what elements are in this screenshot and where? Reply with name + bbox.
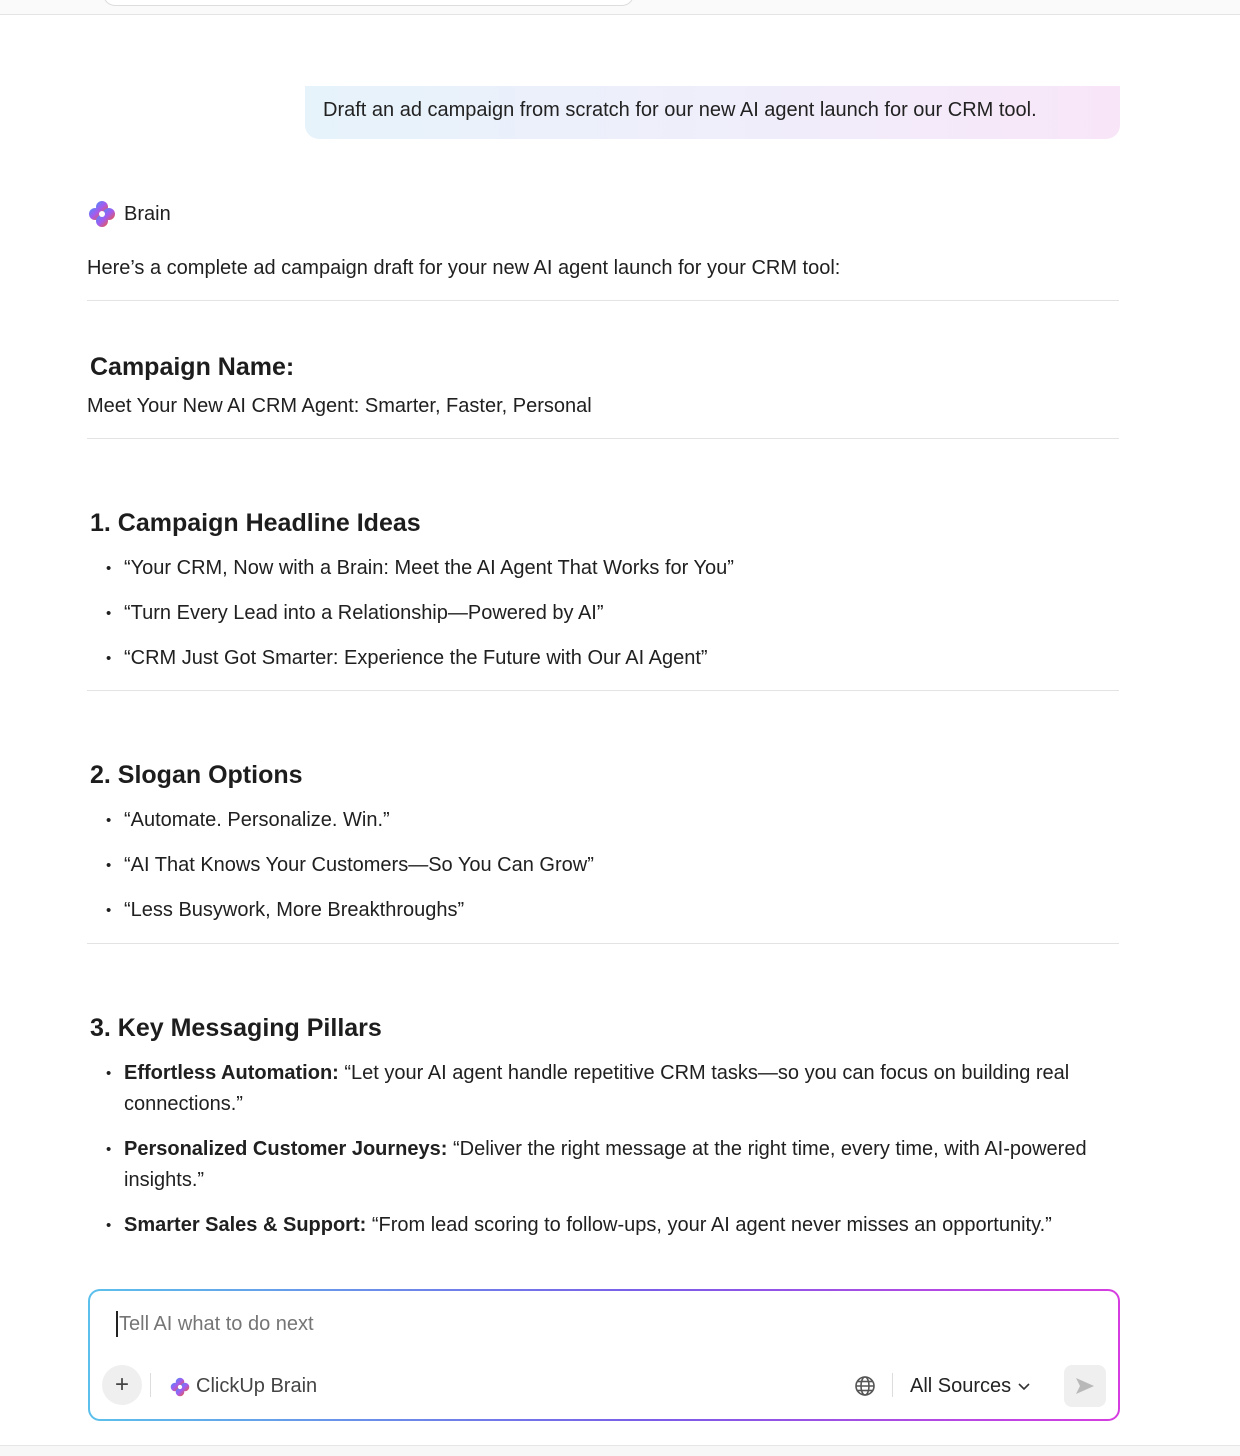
slogan-list	[106, 805, 1106, 940]
section-heading: 1. Campaign Headline Ideas	[90, 509, 421, 537]
globe-icon[interactable]	[854, 1375, 876, 1397]
campaign-name: Meet Your New AI CRM Agent: Smarter, Faster, Personal	[87, 395, 592, 417]
list-item: • “Turn Every Lead into a Relationship—Powered by AI”	[106, 598, 1106, 629]
user-message: Draft an ad campaign from scratch for our new AI agent launch for our CRM tool.	[305, 86, 1120, 139]
list-item: • “CRM Just Got Smarter: Experience the Future with Our AI Agent”	[106, 643, 1106, 674]
top-bar	[0, 0, 1240, 15]
list-item: • “Your CRM, Now with a Brain: Meet the AI Agent That Works for You”	[106, 553, 1106, 584]
list-item: • “Less Busywork, More Breakthroughs”	[106, 895, 1106, 926]
top-search-box[interactable]	[103, 0, 634, 6]
model-selector[interactable]	[170, 1375, 317, 1398]
list-item: • “AI That Knows Your Customers—So You Can Grow”	[106, 850, 1106, 881]
assistant-intro: Here’s a complete ad campaign draft for your new AI agent launch for your CRM tool:	[87, 257, 841, 279]
model-label: ClickUp Brain	[196, 1375, 318, 1397]
sources-label: All Sources	[910, 1375, 1012, 1397]
divider	[87, 943, 1119, 944]
list-item	[106, 1210, 1096, 1241]
divider	[87, 690, 1119, 691]
plus-icon: +	[114, 1371, 129, 1398]
pillars-list	[106, 1058, 1096, 1255]
pillar-title: Smarter Sales & Support:	[124, 1214, 367, 1236]
separator	[892, 1373, 893, 1397]
pillar-text: “Let your AI agent handle repetitive CRM tasks—so you can focus on building real connections.”	[124, 1062, 1070, 1115]
composer	[88, 1289, 1120, 1421]
send-button[interactable]	[1064, 1365, 1106, 1407]
divider	[87, 300, 1119, 301]
assistant-header	[88, 200, 171, 228]
section-heading: 3. Key Messaging Pillars	[90, 1014, 382, 1042]
bottom-bar	[0, 1445, 1240, 1456]
list-item: • “Automate. Personalize. Win.”	[106, 805, 1106, 836]
send-icon	[1074, 1376, 1096, 1396]
assistant-name: Brain	[124, 202, 171, 225]
pillar-text: “Deliver the right message at the right time, every time, with AI-powered insights.”	[124, 1138, 1087, 1191]
chevron-down-icon	[1017, 1382, 1031, 1392]
pillar-title: Personalized Customer Journeys:	[124, 1138, 448, 1160]
prompt-input[interactable]	[116, 1311, 1016, 1337]
list-item	[106, 1134, 1096, 1196]
divider	[87, 438, 1119, 439]
sources-dropdown[interactable]	[910, 1375, 1031, 1398]
add-button[interactable]	[102, 1365, 142, 1405]
brain-logo-icon	[88, 200, 116, 228]
campaign-name-heading: Campaign Name:	[90, 353, 295, 381]
pillars-clip	[0, 1058, 1240, 1264]
section-heading: 2. Slogan Options	[90, 761, 303, 789]
list-item	[106, 1058, 1096, 1120]
pillar-title: Effortless Automation:	[124, 1062, 339, 1084]
headline-list	[106, 553, 1106, 688]
separator	[150, 1373, 151, 1397]
brain-logo-icon	[170, 1377, 190, 1397]
pillar-text: “From lead scoring to follow-ups, your AI agent never misses an opportunity.”	[366, 1214, 1052, 1236]
